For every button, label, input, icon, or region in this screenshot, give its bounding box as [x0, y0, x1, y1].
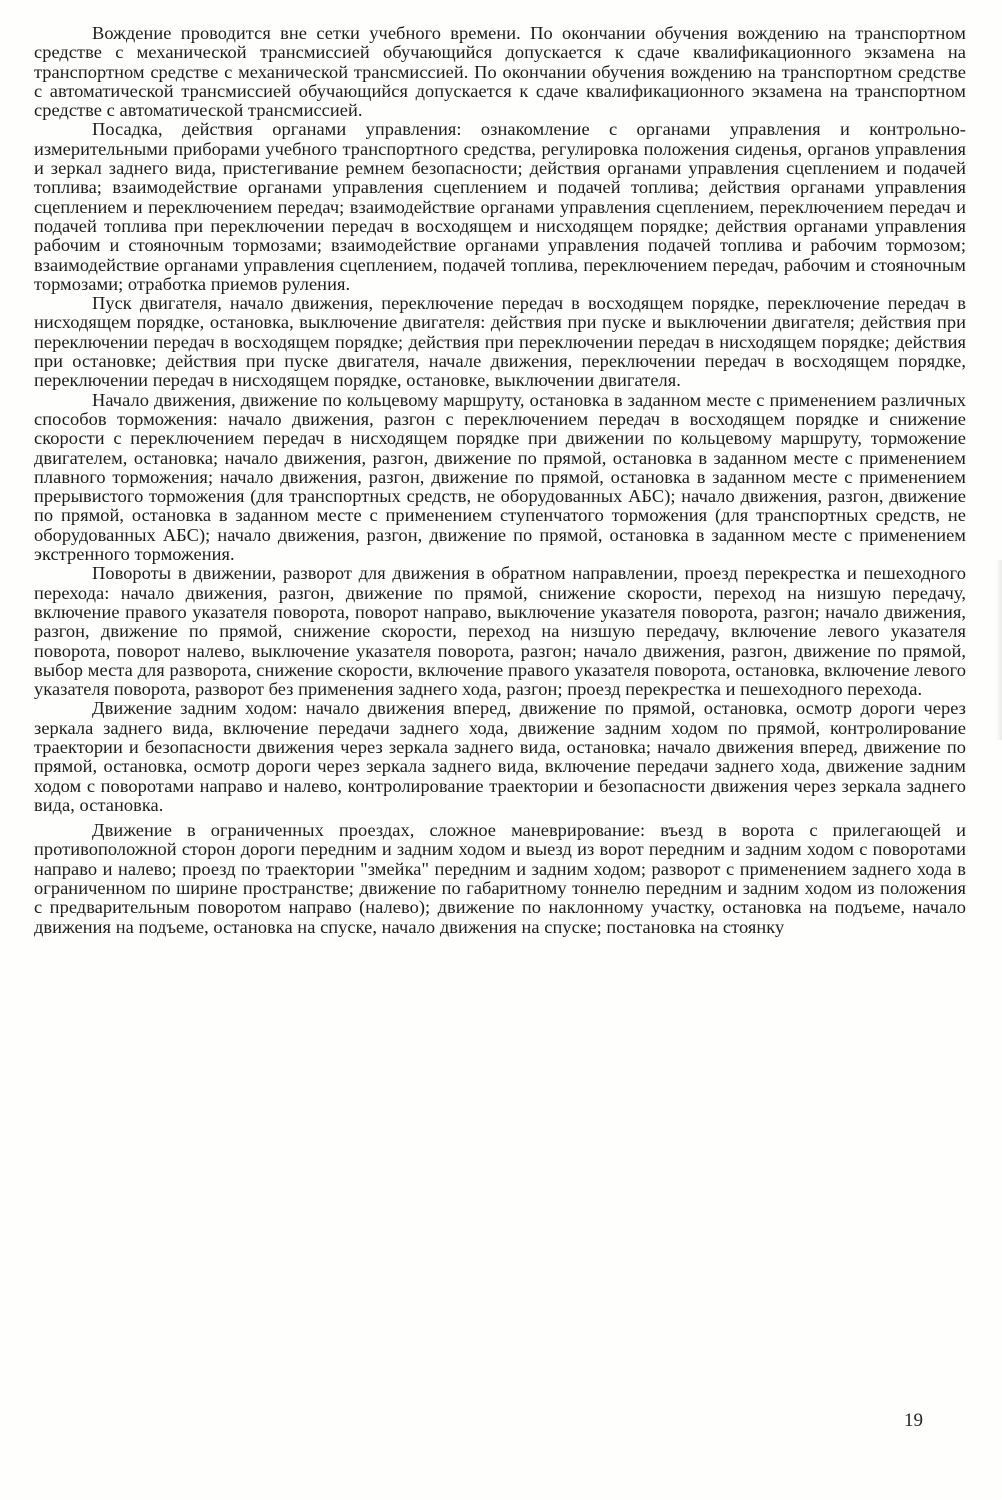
document-body	[34, 24, 966, 937]
paragraph-seating-controls: Посадка, действия органами управления: ознакомление с органами управления и контрольно-измерительными приборами учебного транспортного средства, регулировка положения сиденья, органов управления и зеркал заднего вида, пристегивание ремнем безопасности; действия органами управления сцеплением и подачей топлива; взаимодействие органами управления сцеплением и подачей топлива; действия органами управления сцеплением и переключением передач; взаимодействие органами управления сцеплением, переключением передач и подачей топлива при переключении передач в восходящем и нисходящем порядке; действия органами управления рабочим и стояночным тормозами; взаимодействие органами управления подачей топлива и рабочим тормозом; взаимодействие органами управления сцеплением, подачей топлива, переключением передач, рабочим и стояночным тормозами; отработка приемов руления.	[34, 119, 966, 294]
page-edge-shadow	[996, 560, 1002, 740]
paragraph-ring-route: Начало движения, движение по кольцевому маршруту, остановка в заданном месте с применением различных способов торможения: начало движения, разгон с переключением передач в восходящем порядке и снижение скорости с переключением передач в нисходящем порядке при движении по кольцевому маршруту, торможение двигателем, остановка; начало движения, разгон, движение по прямой, остановка в заданном месте с применением плавного торможения; начало движения, разгон, движение по прямой, остановка в заданном месте с применением прерывистого торможения (для транспортных средств, не оборудованных АБС); начало движения, разгон, движение по прямой, остановка в заданном месте с применением ступенчатого торможения (для транспортных средств, не оборудованных АБС); начало движения, разгон, движение по прямой, остановка в заданном месте с применением экстренного торможения.	[34, 389, 966, 565]
paragraph-maneuvering: Движение в ограниченных проездах, сложное маневрирование: въезд в ворота с прилегающей и противоположной сторон дороги передним и задним ходом и выезд из ворот передним и задним ходом с поворотами направо и налево; проезд по траектории "змейка" передним и задним ходом; разворот с применением заднего хода в ограниченном по ширине пространстве; движение по габаритному тоннелю передним и задним ходом из положения с предварительным поворотом направо (налево); движение по наклонному участку, остановка на подъеме, начало движения на подъеме, остановка на спуске, начало движения на спуске; постановка на стоянку	[34, 820, 966, 937]
paragraph-engine-start: Пуск двигателя, начало движения, переключение передач в восходящем порядке, переключение передач в нисходящем порядке, остановка, выключение двигателя: действия при пуске и выключении двигателя; действия при переключении передач в восходящем порядке; действия при переключении передач в нисходящем порядке; действия при остановке; действия при пуске двигателя, начале движения, переключении передач в восходящем порядке, переключении передач в нисходящем порядке, остановке, выключении двигателя.	[34, 293, 966, 391]
page-number: 19	[904, 1410, 923, 1431]
paragraph-driving-schedule: Вождение проводится вне сетки учебного времени. По окончании обучения вождению на транспортном средстве с механической трансмиссией обучающийся допускается к сдаче квалификационного экзамена на транспортном средстве с механической трансмиссией. По окончании обучения вождению на транспортном средстве с автоматической трансмиссией обучающийся допускается к сдаче квалификационного экзамена на транспортном средстве с автоматической трансмиссией.	[34, 23, 966, 121]
paragraph-reverse: Движение задним ходом: начало движения вперед, движение по прямой, остановка, осмотр дороги через зеркала заднего вида, включение передачи заднего хода, движение задним ходом по прямой, контролирование траектории и безопасности движения через зеркала заднего вида, остановка; начало движения вперед, движение по прямой, остановка, осмотр дороги через зеркала заднего вида, включение передачи заднего хода, движение задним ходом с поворотами направо и налево, контролирование траектории и безопасности движения через зеркала заднего вида, остановка.	[34, 698, 966, 815]
paragraph-turns: Повороты в движении, разворот для движения в обратном направлении, проезд перекрестка и пешеходного перехода: начало движения, разгон, движение по прямой, снижение скорости, переход на низшую передачу, включение правого указателя поворота, поворот направо, выключение указателя поворота, разгон; начало движения, разгон, движение по прямой, снижение скорости, переход на низшую передачу, включение левого указателя поворота, поворот налево, выключение указателя поворота, разгон; начало движения, разгон, движение по прямой, выбор места для разворота, снижение скорости, включение правого указателя поворота, остановка, включение левого указателя поворота, разворот без применения заднего хода, разгон; проезд перекрестка и пешеходного перехода.	[34, 563, 966, 700]
